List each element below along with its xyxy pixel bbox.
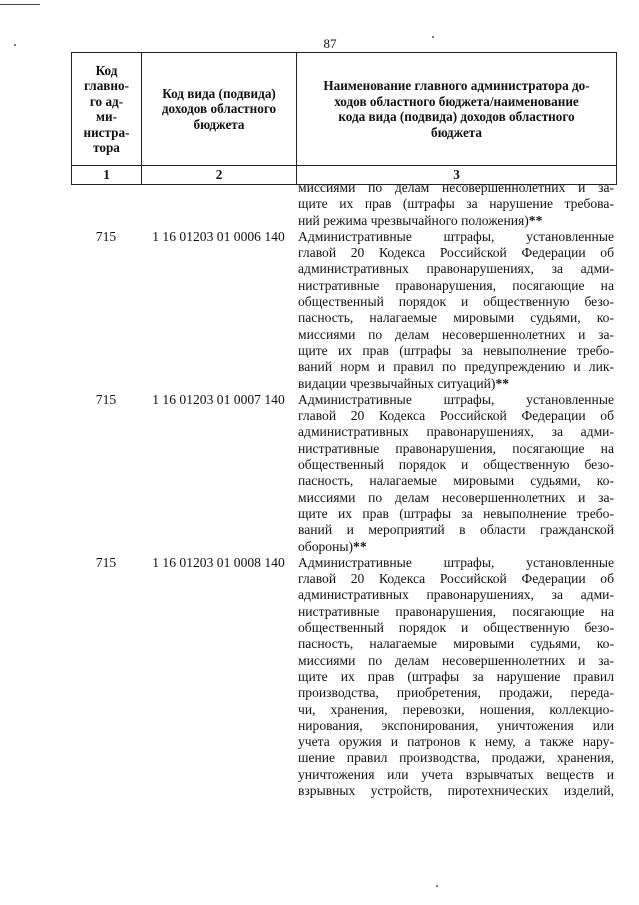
- header-admin-code: Код главно- го ад- ми- нистра- тора: [72, 53, 142, 166]
- revenue-name: Административные штрафы, установленные главой 20 Кодекса Российской Федерации об административных правонарушениях, за адми- нистративные правонарушения, посягающие на общественный порядок и общественную безо- пасность, налагаемые мировыми судьями, ко- миссиями по делам несовершеннолетних и за- щите их прав (штрафы за нарушение правил производства, приобретения, продажи, переда- чи, хранения, перевозки, ношения, коллекцио- нирования, экспонирования, уничтожения или учета оружия и патронов к нему, а также нару- шение правил производства, продажи, хранения, уничтожения или учета взрывчатых веществ и взрывных устройств, пиротехнических изделий,: [298, 554, 614, 798]
- revenue-code: 1 16 01203 01 0006 140: [152, 228, 285, 244]
- admin-code: 715: [95, 228, 117, 244]
- table-row: [71, 229, 616, 392]
- page-number: 87: [323, 36, 337, 51]
- scan-speck: [14, 44, 16, 46]
- column-number-2: 2: [142, 166, 297, 185]
- header-row: [72, 53, 617, 166]
- table-row: [71, 392, 616, 555]
- revenue-code: 1 16 01203 01 0007 140: [152, 391, 285, 407]
- continuation-text: миссиями по делам несовершеннолетних и за- щите их прав (штрафы за нарушение требова- ний режима чрезвычайного положения)**: [298, 180, 614, 228]
- header-name: Наименование главного администратора до- ходов областного бюджета/наименование кода вида (подвида) доходов областного бюджета: [297, 53, 617, 166]
- table-row: [71, 555, 616, 799]
- revenue-name: Административные штрафы, установленные главой 20 Кодекса Российской Федерации об административных правонарушениях, за адми- нистративные правонарушения, посягающие на общественный порядок и общественную безо- пасность, налагаемые мировыми судьями, ко- миссиями по делам несовершеннолетних и за- щите их прав (штрафы за невыполнение требо- ваний норм и правил по предупреждению и лик- видации чрезвычайных ситуаций)**: [298, 228, 614, 391]
- scan-speck: [436, 885, 438, 887]
- admin-code: 715: [95, 391, 117, 407]
- header-revenue-code: Код вида (подвида) доходов областного бюджета: [142, 53, 297, 166]
- scan-corner-mark: [0, 4, 40, 5]
- column-number-1: 1: [72, 166, 142, 185]
- column-number-3: 3: [297, 166, 617, 185]
- admin-code: 715: [95, 554, 117, 570]
- revenue-code-table-header: [71, 52, 617, 185]
- table-body: [71, 180, 616, 799]
- continuation-row: [71, 180, 616, 229]
- revenue-code: 1 16 01203 01 0008 140: [152, 554, 285, 570]
- scan-speck: [432, 36, 434, 38]
- revenue-name: Административные штрафы, установленные главой 20 Кодекса Российской Федерации об административных правонарушениях, за адми- нистративные правонарушения, посягающие на общественный порядок и общественную безо- пасность, налагаемые мировыми судьями, ко- миссиями по делам несовершеннолетних и за- щите их прав (штрафы за невыполнение требо- ваний и мероприятий в области гражданской обороны)**: [298, 391, 614, 554]
